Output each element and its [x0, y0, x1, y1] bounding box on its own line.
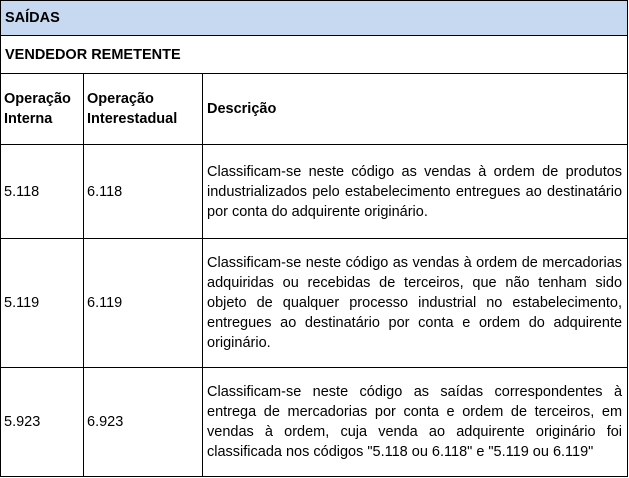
- cell-internal: 5.118: [1, 145, 84, 239]
- header-internal: Operação Interna: [1, 74, 84, 145]
- title-row: [1, 1, 628, 36]
- table-row: [1, 145, 628, 239]
- cell-description: Classificam-se neste código as vendas à ordem de mercadorias adquiridas ou recebidas de terceiros, que não tenham sido objeto de qualquer processo industrial no estabelecimento, entregues ao destinatário por conta e ordem do adquirente originário.: [203, 239, 628, 368]
- header-row: [1, 74, 628, 145]
- table-subtitle: VENDEDOR REMETENTE: [1, 36, 628, 74]
- table-title: SAÍDAS: [1, 1, 628, 36]
- cell-internal: 5.923: [1, 368, 84, 477]
- table-row: [1, 368, 628, 477]
- header-description: Descrição: [203, 74, 628, 145]
- subtitle-row: [1, 36, 628, 74]
- cell-interstate: 6.118: [84, 145, 203, 239]
- cell-interstate: 6.923: [84, 368, 203, 477]
- header-interstate: Operação Interestadual: [84, 74, 203, 145]
- cell-internal: 5.119: [1, 239, 84, 368]
- cell-interstate: 6.119: [84, 239, 203, 368]
- table-row: [1, 239, 628, 368]
- cell-description: Classificam-se neste código as saídas correspondentes à entrega de mercadorias por conta e ordem de terceiros, em vendas à ordem, cuja venda ao adquirente originário foi classificada nos códigos "5.118 ou 6.118" e "5.119 ou 6.119": [203, 368, 628, 477]
- cell-description: Classificam-se neste código as vendas à ordem de produtos industrializados pelo estabelecimento entregues ao destinatário por conta do adquirente originário.: [203, 145, 628, 239]
